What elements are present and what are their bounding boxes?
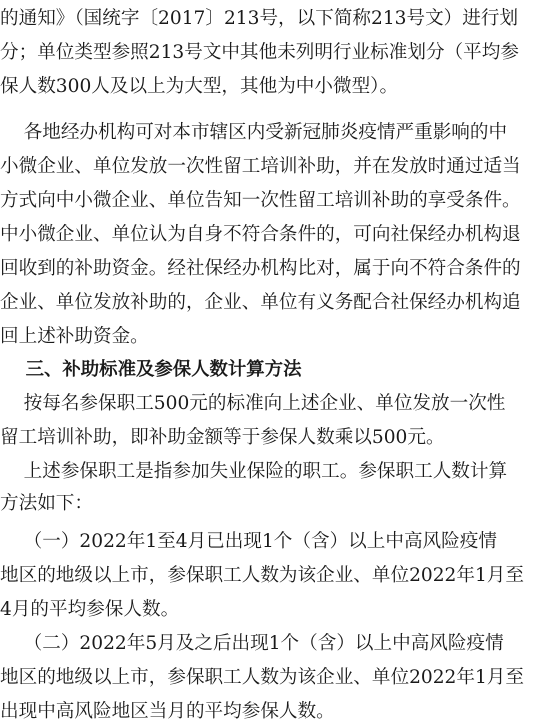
- text-line: 小微企业、单位发放一次性留工培训补助，并在发放时通过适当: [0, 156, 521, 177]
- text-line: 回收到的补助资金。经社保经办机构比对，属于向不符合条件的: [0, 258, 521, 279]
- text-line: 地区的地级以上市，参保职工人数为该企业、单位2022年1月至: [0, 667, 524, 688]
- text-line: 方法如下：: [0, 493, 93, 514]
- section-heading: 三、补助标准及参保人数计算方法: [0, 359, 302, 380]
- text-line: 留工培训补助，即补助金额等于参保人数乘以500元。: [0, 427, 445, 448]
- text-line: 各地经办机构可对本市辖区内受新冠肺炎疫情严重影响的中: [0, 122, 508, 143]
- text-line: 回上述补助资金。: [0, 326, 149, 347]
- text-line: 出现中高风险地区当月的平均参保人数。: [0, 701, 335, 722]
- text-line: 保人数300人及以上为大型，其他为中小微型）。: [0, 76, 399, 97]
- text-line: 中小微企业、单位认为自身不符合条件的，可向社保经办机构退: [0, 224, 521, 245]
- text-line: 的通知》（国统字〔2017〕213号，以下简称213号文）进行划: [0, 8, 519, 29]
- text-line: 方式向中小微企业、单位告知一次性留工培训补助的享受条件。: [0, 190, 521, 211]
- text-line: 4月的平均参保人数。: [0, 599, 180, 620]
- text-line: 按每名参保职工500元的标准向上述企业、单位发放一次性: [0, 393, 506, 414]
- text-line: （一）2022年1至4月已出现1个（含）以上中高风险疫情: [0, 531, 497, 552]
- text-line: （二）2022年5月及之后出现1个（含）以上中高风险疫情: [0, 633, 504, 654]
- text-line: 地区的地级以上市，参保职工人数为该企业、单位2022年1月至: [0, 565, 524, 586]
- text-line: 上述参保职工是指参加失业保险的职工。参保职工人数计算: [0, 461, 508, 482]
- text-line: 分；单位类型参照213号文中其他未列明行业标准划分（平均参: [0, 42, 519, 63]
- text-line: 企业、单位发放补助的，企业、单位有义务配合社保经办机构追: [0, 292, 521, 313]
